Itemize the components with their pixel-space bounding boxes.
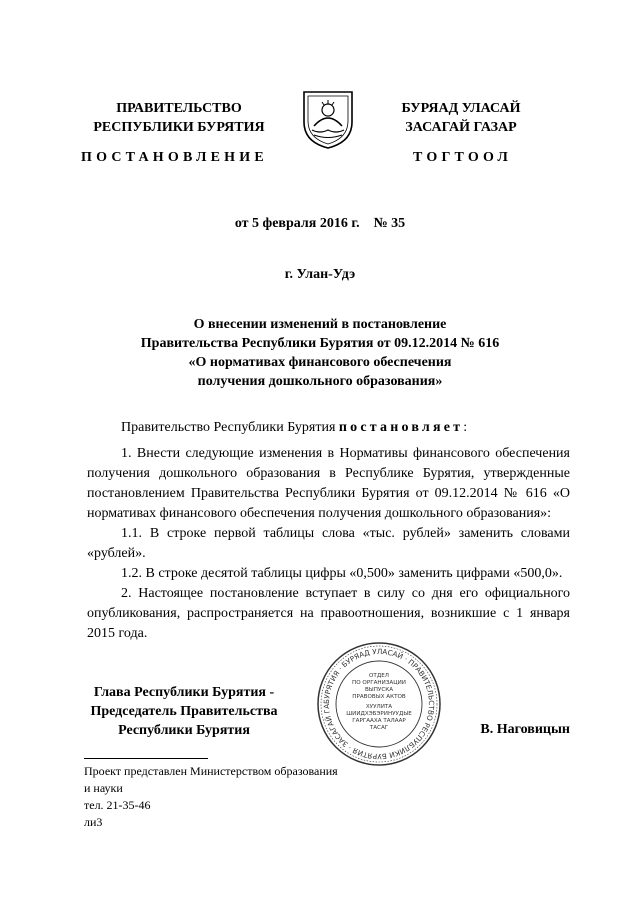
document-date-number: от 5 февраля 2016 г. № 35 xyxy=(234,216,406,231)
intro-text: Правительство Республики Бурятия xyxy=(121,420,339,435)
stamp-inner-line: ШИИДХЭБЭРИНУУДЫЕ xyxy=(346,711,412,717)
stamp-inner-line: ХУУЛИТА xyxy=(365,704,393,710)
official-stamp xyxy=(316,641,442,767)
issuer-line-1: ПРАВИТЕЛЬСТВО xyxy=(116,101,242,116)
paragraph-1-2: 1.2. В строке десятой таблицы цифры «0,500» заменить цифрами «500,0». xyxy=(121,566,563,581)
svg-text:БУРЯТИЯ · БУРЯАД УЛАСАЙ · ПРАВ xyxy=(316,641,436,761)
stamp-inner-line: ГАРГААХА ТАЛААР xyxy=(352,718,406,724)
paragraph-1-1: 1.1. В строке первой таблицы слова «тыс. рублей» заменить словами «рублей». xyxy=(87,526,570,561)
footer-phone: тел. 21-35-46 xyxy=(84,798,151,812)
stamp-inner-line: ТАСАГ xyxy=(369,725,389,731)
stamp-inner-line: ПРАВОВЫХ АКТОВ xyxy=(352,694,406,700)
issuer-name-bua xyxy=(376,99,546,137)
footer-line-1: Проект представлен Министерством образования xyxy=(84,764,338,778)
paragraph-2: 2. Настоящее постановление вступает в силу со дня его официального опубликования, распространяется на правоотношения, возникшие с 1 января 2015 года. xyxy=(87,586,570,641)
issuer-name-ru xyxy=(74,99,284,137)
coat-of-arms-emblem xyxy=(300,88,356,150)
document-title xyxy=(80,315,560,391)
stamp-ring-text: БУРЯТИЯ · БУРЯАД УЛАСАЙ · ПРАВИТЕЛЬСТВО РЕСПУБЛИКИ БУРЯТИЯ · ЗАСАГАЙ ГА xyxy=(321,646,437,762)
issuer-line-2: РЕСПУБЛИКИ БУРЯТИЯ xyxy=(93,120,265,135)
document-city: г. Улан-Удэ xyxy=(284,267,356,282)
intro-spaced-word: постановляет xyxy=(338,420,464,435)
footer-line-2: и науки xyxy=(84,781,123,795)
stamp-inner-line: ПО ОРГАНИЗАЦИИ xyxy=(352,680,406,686)
title-line-4: получения дошкольного образования» xyxy=(197,374,443,389)
document-type-ru: ПОСТАНОВЛЕНИЕ xyxy=(81,150,268,165)
stamp-inner-line: ОТДЕЛ xyxy=(369,673,389,679)
footer-code: ли3 xyxy=(84,815,103,829)
issuer-line-bua-1: БУРЯАД УЛАСАЙ xyxy=(401,101,521,116)
document-body xyxy=(87,418,570,644)
signatory-name: В. Наговицын xyxy=(480,722,570,737)
intro-paragraph xyxy=(87,418,570,438)
signatory-line-1: Глава Республики Бурятия - xyxy=(93,685,275,700)
title-line-1: О внесении изменений в постановление xyxy=(193,317,447,332)
stamp-inner-line: ВЫПУСКА xyxy=(364,687,394,693)
footer-divider xyxy=(84,758,208,759)
footer-note xyxy=(84,763,404,814)
issuer-line-bua-2: ЗАСАГАЙ ГАЗАР xyxy=(405,120,517,135)
intro-colon: : xyxy=(463,420,468,435)
signatory-line-2: Председатель Правительства xyxy=(90,704,278,719)
title-line-3: «О нормативах финансового обеспечения xyxy=(188,355,452,370)
signatory-title xyxy=(74,683,294,740)
paragraph-1: 1. Внести следующие изменения в Нормативы финансового обеспечения получения дошкольного образования в Республике Бурятия, утвержденные постановлением Правительства Республики Бурятия от 09.12.2014 № 616 «О нормативах финансового обеспечения получения дошкольного образования»: xyxy=(87,446,570,521)
document-type-bua: ТОГТООЛ xyxy=(413,150,513,165)
title-line-2: Правительства Республики Бурятия от 09.12.2014 № 616 xyxy=(140,336,500,351)
signatory-line-3: Республики Бурятия xyxy=(118,723,250,738)
